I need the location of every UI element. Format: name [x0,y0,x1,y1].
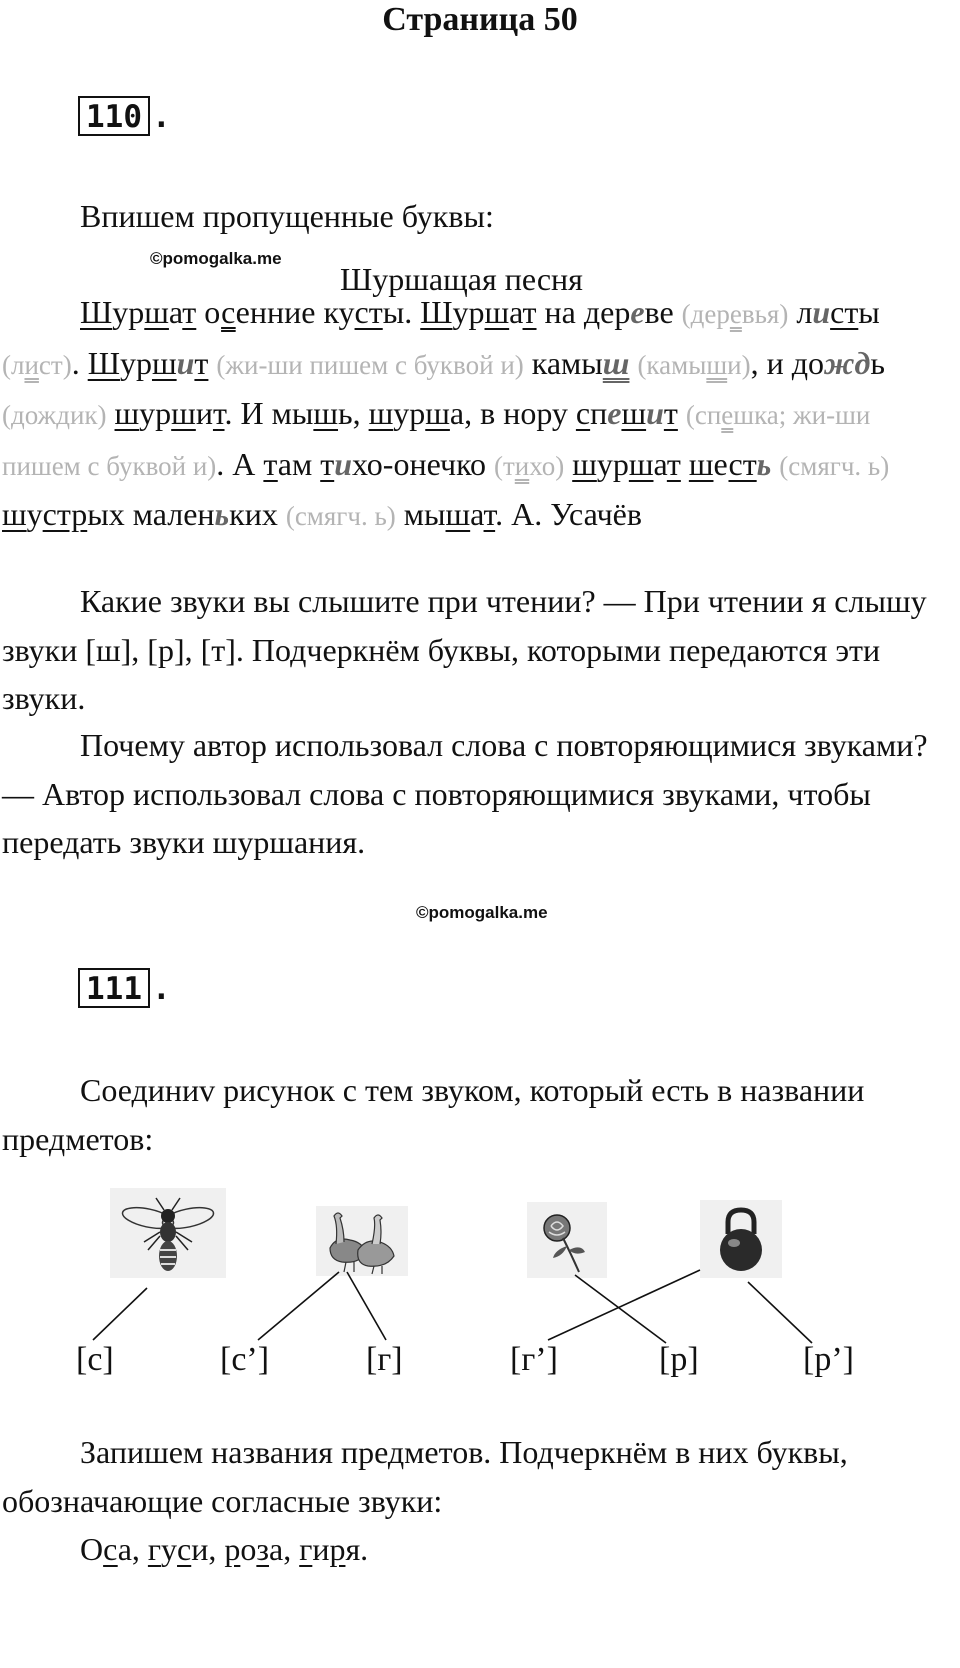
geese-to-soft-s-line [258,1272,339,1340]
geese-to-g-line [347,1272,386,1340]
sound-g: [г] [366,1341,403,1378]
sound-s: [с] [76,1341,114,1378]
sound-soft-r: [р’] [803,1341,854,1378]
answer-words: Оса, гуси, роза, гиря. [80,1531,369,1567]
poem-text: Шуршат осенние кусты. Шуршат на дереве (деревья) листы (лист). Шуршит (жи-ши пишем с буквой и) камыш (камыши), и дождь (дождик) шуршит. И мышь, шурша, в нору спешит (спешка; жи-ши пишем с буквой и). А там тихо-онечко (тихо) шуршат шесть (смягч. ь) шустрых маленьких (смягч. ь) мышат. А. Усачёв [2,294,890,532]
exercise-110-question-2: Почему автор использовал слова с повторяющимися звуками? — Автор использовал слова с повторяющимися звуками, чтобы передать звуки шуршания. [2,727,928,860]
exercise-number-110: 110 . [78,96,171,136]
sound-soft-g: [г’] [510,1341,558,1378]
poem-title: Шуршащая песня [340,261,583,297]
kettlebell-to-soft-g-line [548,1270,700,1340]
sound-r: [р] [659,1341,699,1378]
kettlebell-to-soft-r-line [748,1282,812,1343]
watermark: ©pomogalka.me [150,249,282,268]
exercise-111-write-task: Запишем названия предметов. Подчеркнём в них буквы, обозначающие согласные звуки: [2,1434,848,1519]
exercise-110-question-1: Какие звуки вы слышите при чтении? — При чтении я слышу звуки [ш], [р], [т]. Подчеркнём буквы, которыми передаются эти звуки. [2,583,927,716]
rose-to-r-line [575,1275,666,1343]
watermark: ©pomogalka.me [416,903,548,922]
exercise-number-111: 111 . [78,968,171,1008]
sound-soft-s: [с’] [220,1341,270,1378]
exercise-111-task: Соединиv рисунок с тем звуком, который есть в названии предметов: [2,1072,865,1157]
page-title: Страница 50 [382,1,578,38]
exercise-110-intro: Впишем пропущенные буквы: [80,198,494,234]
wasp-to-s-line [93,1288,147,1340]
